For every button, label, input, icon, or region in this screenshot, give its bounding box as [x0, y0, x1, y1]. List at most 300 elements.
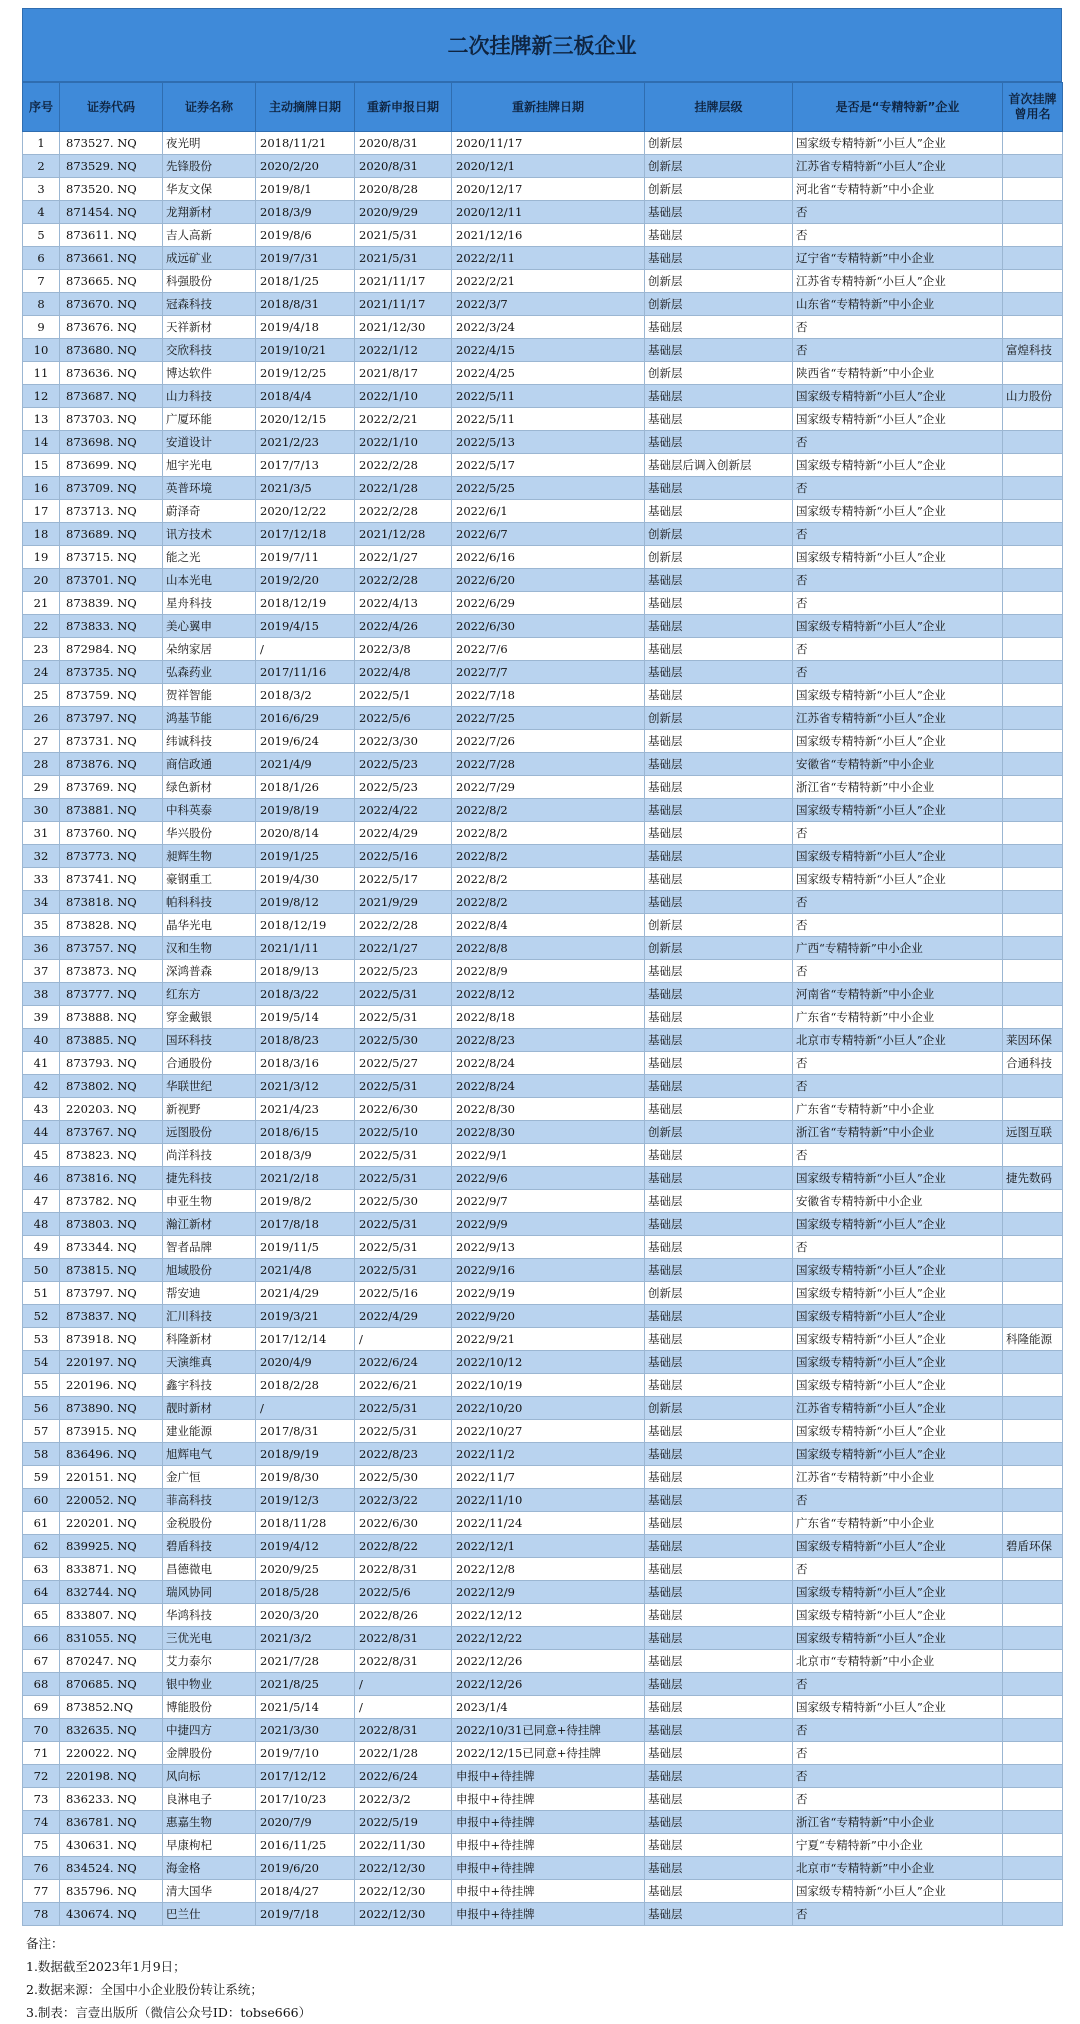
- cell-reapply-date[interactable]: 2022/3/22: [355, 1489, 452, 1512]
- cell-reapply-date[interactable]: 2020/8/31: [355, 132, 452, 155]
- cell-tier[interactable]: 基础层: [645, 1719, 793, 1742]
- cell-former-name[interactable]: [1003, 1811, 1063, 1834]
- cell-code[interactable]: 873797. NQ: [60, 1282, 163, 1305]
- cell-tier[interactable]: 创新层: [645, 546, 793, 569]
- cell-former-name[interactable]: [1003, 1604, 1063, 1627]
- cell-name[interactable]: 合通股份: [163, 1052, 256, 1075]
- cell-name[interactable]: 三优光电: [163, 1627, 256, 1650]
- cell-code[interactable]: 430631. NQ: [60, 1834, 163, 1857]
- cell-reapply-date[interactable]: 2022/4/29: [355, 1305, 452, 1328]
- cell-former-name[interactable]: [1003, 408, 1063, 431]
- cell-name[interactable]: 中捷四方: [163, 1719, 256, 1742]
- cell-seq[interactable]: 52: [23, 1305, 60, 1328]
- cell-relist-date[interactable]: 2022/7/18: [452, 684, 645, 707]
- cell-code[interactable]: 873890. NQ: [60, 1397, 163, 1420]
- cell-code[interactable]: 873529. NQ: [60, 155, 163, 178]
- cell-relist-date[interactable]: 2022/6/16: [452, 546, 645, 569]
- cell-code[interactable]: 873767. NQ: [60, 1121, 163, 1144]
- cell-tier[interactable]: 基础层: [645, 1098, 793, 1121]
- cell-specialized[interactable]: 国家级专精特新“小巨人”企业: [793, 454, 1003, 477]
- cell-code[interactable]: 873873. NQ: [60, 960, 163, 983]
- cell-specialized[interactable]: 浙江省“专精特新”中小企业: [793, 1121, 1003, 1144]
- cell-tier[interactable]: 基础层: [645, 385, 793, 408]
- cell-former-name[interactable]: [1003, 454, 1063, 477]
- cell-reapply-date[interactable]: 2021/5/31: [355, 247, 452, 270]
- cell-code[interactable]: 831055. NQ: [60, 1627, 163, 1650]
- cell-specialized[interactable]: 否: [793, 1903, 1003, 1926]
- cell-delist-date[interactable]: 2019/7/11: [256, 546, 355, 569]
- cell-code[interactable]: 873885. NQ: [60, 1029, 163, 1052]
- cell-code[interactable]: 873803. NQ: [60, 1213, 163, 1236]
- cell-reapply-date[interactable]: 2022/8/31: [355, 1558, 452, 1581]
- cell-reapply-date[interactable]: 2022/12/30: [355, 1857, 452, 1880]
- cell-code[interactable]: 873735. NQ: [60, 661, 163, 684]
- cell-tier[interactable]: 基础层: [645, 1144, 793, 1167]
- cell-specialized[interactable]: 北京市专精特新“小巨人”企业: [793, 1029, 1003, 1052]
- cell-name[interactable]: 捷先科技: [163, 1167, 256, 1190]
- cell-name[interactable]: 讯方技术: [163, 523, 256, 546]
- cell-name[interactable]: 天演维真: [163, 1351, 256, 1374]
- cell-name[interactable]: 申亚生物: [163, 1190, 256, 1213]
- cell-code[interactable]: 873773. NQ: [60, 845, 163, 868]
- cell-seq[interactable]: 15: [23, 454, 60, 477]
- cell-name[interactable]: 良淋电子: [163, 1788, 256, 1811]
- cell-delist-date[interactable]: /: [256, 638, 355, 661]
- cell-relist-date[interactable]: 2022/8/4: [452, 914, 645, 937]
- cell-seq[interactable]: 9: [23, 316, 60, 339]
- cell-tier[interactable]: 基础层: [645, 776, 793, 799]
- cell-former-name[interactable]: [1003, 362, 1063, 385]
- cell-relist-date[interactable]: 2022/9/19: [452, 1282, 645, 1305]
- cell-seq[interactable]: 45: [23, 1144, 60, 1167]
- cell-specialized[interactable]: 国家级专精特新“小巨人”企业: [793, 1351, 1003, 1374]
- cell-delist-date[interactable]: 2017/8/18: [256, 1213, 355, 1236]
- cell-delist-date[interactable]: 2016/11/25: [256, 1834, 355, 1857]
- cell-seq[interactable]: 27: [23, 730, 60, 753]
- cell-tier[interactable]: 基础层: [645, 1857, 793, 1880]
- cell-specialized[interactable]: 北京市“专精特新”中小企业: [793, 1857, 1003, 1880]
- cell-seq[interactable]: 48: [23, 1213, 60, 1236]
- cell-delist-date[interactable]: 2019/1/25: [256, 845, 355, 868]
- cell-former-name[interactable]: [1003, 132, 1063, 155]
- cell-former-name[interactable]: [1003, 707, 1063, 730]
- cell-reapply-date[interactable]: 2022/1/10: [355, 385, 452, 408]
- cell-reapply-date[interactable]: 2021/9/29: [355, 891, 452, 914]
- cell-relist-date[interactable]: 2022/8/30: [452, 1098, 645, 1121]
- cell-delist-date[interactable]: 2020/12/22: [256, 500, 355, 523]
- cell-seq[interactable]: 43: [23, 1098, 60, 1121]
- cell-relist-date[interactable]: 2022/5/17: [452, 454, 645, 477]
- cell-tier[interactable]: 创新层: [645, 1397, 793, 1420]
- cell-code[interactable]: 873661. NQ: [60, 247, 163, 270]
- cell-name[interactable]: 帕科科技: [163, 891, 256, 914]
- cell-specialized[interactable]: 国家级专精特新“小巨人”企业: [793, 1604, 1003, 1627]
- cell-specialized[interactable]: 北京市“专精特新”中小企业: [793, 1650, 1003, 1673]
- cell-specialized[interactable]: 江苏省专精特新“小巨人”企业: [793, 270, 1003, 293]
- cell-relist-date[interactable]: 2022/12/15已同意+待挂牌: [452, 1742, 645, 1765]
- cell-name[interactable]: 晶华光电: [163, 914, 256, 937]
- cell-code[interactable]: 220052. NQ: [60, 1489, 163, 1512]
- cell-reapply-date[interactable]: 2022/5/30: [355, 1466, 452, 1489]
- cell-specialized[interactable]: 否: [793, 1236, 1003, 1259]
- cell-specialized[interactable]: 浙江省“专精特新”中小企业: [793, 1811, 1003, 1834]
- cell-code[interactable]: 833871. NQ: [60, 1558, 163, 1581]
- cell-reapply-date[interactable]: 2021/12/28: [355, 523, 452, 546]
- cell-name[interactable]: 天祥新材: [163, 316, 256, 339]
- cell-tier[interactable]: 基础层: [645, 799, 793, 822]
- cell-relist-date[interactable]: 2022/12/8: [452, 1558, 645, 1581]
- cell-delist-date[interactable]: 2021/3/5: [256, 477, 355, 500]
- cell-code[interactable]: 873769. NQ: [60, 776, 163, 799]
- cell-name[interactable]: 夜光明: [163, 132, 256, 155]
- cell-reapply-date[interactable]: 2022/5/27: [355, 1052, 452, 1075]
- cell-former-name[interactable]: [1003, 638, 1063, 661]
- cell-delist-date[interactable]: 2020/2/20: [256, 155, 355, 178]
- cell-tier[interactable]: 基础层: [645, 615, 793, 638]
- cell-tier[interactable]: 创新层: [645, 178, 793, 201]
- cell-relist-date[interactable]: 2022/7/29: [452, 776, 645, 799]
- cell-relist-date[interactable]: 2022/9/21: [452, 1328, 645, 1351]
- cell-tier[interactable]: 基础层: [645, 1880, 793, 1903]
- cell-reapply-date[interactable]: 2022/8/31: [355, 1627, 452, 1650]
- cell-former-name[interactable]: [1003, 178, 1063, 201]
- cell-code[interactable]: 220197. NQ: [60, 1351, 163, 1374]
- cell-delist-date[interactable]: 2017/8/31: [256, 1420, 355, 1443]
- cell-name[interactable]: 交欣科技: [163, 339, 256, 362]
- cell-tier[interactable]: 基础层: [645, 891, 793, 914]
- cell-tier[interactable]: 创新层: [645, 362, 793, 385]
- cell-name[interactable]: 中科英泰: [163, 799, 256, 822]
- cell-name[interactable]: 商信政通: [163, 753, 256, 776]
- cell-name[interactable]: 瑞风协同: [163, 1581, 256, 1604]
- cell-reapply-date[interactable]: 2022/3/2: [355, 1788, 452, 1811]
- cell-delist-date[interactable]: 2019/3/21: [256, 1305, 355, 1328]
- cell-former-name[interactable]: [1003, 293, 1063, 316]
- cell-relist-date[interactable]: 2022/8/24: [452, 1052, 645, 1075]
- cell-reapply-date[interactable]: 2022/2/21: [355, 408, 452, 431]
- cell-name[interactable]: 昌德微电: [163, 1558, 256, 1581]
- cell-seq[interactable]: 20: [23, 569, 60, 592]
- cell-tier[interactable]: 基础层: [645, 247, 793, 270]
- cell-specialized[interactable]: 国家级专精特新“小巨人”企业: [793, 546, 1003, 569]
- cell-code[interactable]: 873797. NQ: [60, 707, 163, 730]
- cell-relist-date[interactable]: 2022/12/12: [452, 1604, 645, 1627]
- cell-reapply-date[interactable]: 2022/4/13: [355, 592, 452, 615]
- cell-name[interactable]: 鑫宇科技: [163, 1374, 256, 1397]
- cell-former-name[interactable]: [1003, 1443, 1063, 1466]
- cell-tier[interactable]: 创新层: [645, 1121, 793, 1144]
- cell-tier[interactable]: 基础层: [645, 1903, 793, 1926]
- cell-reapply-date[interactable]: 2022/5/17: [355, 868, 452, 891]
- cell-relist-date[interactable]: 2022/6/1: [452, 500, 645, 523]
- cell-relist-date[interactable]: 2022/9/1: [452, 1144, 645, 1167]
- cell-specialized[interactable]: 国家级专精特新“小巨人”企业: [793, 1581, 1003, 1604]
- cell-reapply-date[interactable]: 2022/1/27: [355, 546, 452, 569]
- cell-delist-date[interactable]: 2019/8/12: [256, 891, 355, 914]
- cell-specialized[interactable]: 否: [793, 1719, 1003, 1742]
- cell-seq[interactable]: 65: [23, 1604, 60, 1627]
- cell-seq[interactable]: 67: [23, 1650, 60, 1673]
- cell-relist-date[interactable]: 2022/10/20: [452, 1397, 645, 1420]
- cell-former-name[interactable]: [1003, 592, 1063, 615]
- cell-name[interactable]: 朵纳家居: [163, 638, 256, 661]
- cell-former-name[interactable]: [1003, 247, 1063, 270]
- cell-reapply-date[interactable]: 2022/5/31: [355, 1213, 452, 1236]
- cell-reapply-date[interactable]: 2022/5/10: [355, 1121, 452, 1144]
- cell-specialized[interactable]: 国家级专精特新“小巨人”企业: [793, 730, 1003, 753]
- cell-tier[interactable]: 基础层: [645, 684, 793, 707]
- cell-delist-date[interactable]: 2019/8/30: [256, 1466, 355, 1489]
- cell-delist-date[interactable]: 2021/4/29: [256, 1282, 355, 1305]
- cell-reapply-date[interactable]: 2022/6/30: [355, 1512, 452, 1535]
- cell-relist-date[interactable]: 2022/8/2: [452, 891, 645, 914]
- cell-code[interactable]: 220022. NQ: [60, 1742, 163, 1765]
- cell-code[interactable]: 873636. NQ: [60, 362, 163, 385]
- cell-relist-date[interactable]: 2023/1/4: [452, 1696, 645, 1719]
- cell-seq[interactable]: 26: [23, 707, 60, 730]
- cell-relist-date[interactable]: 2022/6/20: [452, 569, 645, 592]
- cell-reapply-date[interactable]: 2022/5/31: [355, 1420, 452, 1443]
- cell-delist-date[interactable]: 2018/4/27: [256, 1880, 355, 1903]
- cell-tier[interactable]: 基础层: [645, 1489, 793, 1512]
- cell-relist-date[interactable]: 2022/8/2: [452, 799, 645, 822]
- cell-tier[interactable]: 基础层: [645, 224, 793, 247]
- cell-name[interactable]: 金牌股份: [163, 1742, 256, 1765]
- cell-code[interactable]: 873676. NQ: [60, 316, 163, 339]
- cell-tier[interactable]: 基础层: [645, 1696, 793, 1719]
- cell-specialized[interactable]: 否: [793, 201, 1003, 224]
- cell-seq[interactable]: 8: [23, 293, 60, 316]
- cell-seq[interactable]: 60: [23, 1489, 60, 1512]
- cell-code[interactable]: 836496. NQ: [60, 1443, 163, 1466]
- cell-seq[interactable]: 1: [23, 132, 60, 155]
- cell-reapply-date[interactable]: 2022/4/26: [355, 615, 452, 638]
- cell-code[interactable]: 873782. NQ: [60, 1190, 163, 1213]
- cell-name[interactable]: 红东方: [163, 983, 256, 1006]
- cell-tier[interactable]: 基础层: [645, 1167, 793, 1190]
- cell-specialized[interactable]: 否: [793, 1558, 1003, 1581]
- cell-code[interactable]: 430674. NQ: [60, 1903, 163, 1926]
- cell-seq[interactable]: 54: [23, 1351, 60, 1374]
- cell-reapply-date[interactable]: 2022/5/30: [355, 1029, 452, 1052]
- cell-specialized[interactable]: 国家级专精特新“小巨人”企业: [793, 1374, 1003, 1397]
- cell-relist-date[interactable]: 2022/8/8: [452, 937, 645, 960]
- cell-name[interactable]: 汉和生物: [163, 937, 256, 960]
- cell-seq[interactable]: 17: [23, 500, 60, 523]
- cell-tier[interactable]: 基础层: [645, 1673, 793, 1696]
- cell-code[interactable]: 220203. NQ: [60, 1098, 163, 1121]
- cell-seq[interactable]: 77: [23, 1880, 60, 1903]
- cell-former-name[interactable]: [1003, 1719, 1063, 1742]
- cell-former-name[interactable]: [1003, 661, 1063, 684]
- cell-delist-date[interactable]: 2019/4/15: [256, 615, 355, 638]
- cell-relist-date[interactable]: 2022/9/16: [452, 1259, 645, 1282]
- cell-code[interactable]: 835796. NQ: [60, 1880, 163, 1903]
- cell-specialized[interactable]: 否: [793, 822, 1003, 845]
- cell-relist-date[interactable]: 2022/4/25: [452, 362, 645, 385]
- cell-reapply-date[interactable]: 2021/5/31: [355, 224, 452, 247]
- cell-former-name[interactable]: [1003, 1558, 1063, 1581]
- cell-reapply-date[interactable]: 2022/5/31: [355, 1236, 452, 1259]
- cell-specialized[interactable]: 否: [793, 1075, 1003, 1098]
- cell-reapply-date[interactable]: 2021/12/30: [355, 316, 452, 339]
- cell-delist-date[interactable]: 2021/4/8: [256, 1259, 355, 1282]
- cell-former-name[interactable]: [1003, 155, 1063, 178]
- cell-former-name[interactable]: [1003, 1788, 1063, 1811]
- cell-relist-date[interactable]: 2022/11/24: [452, 1512, 645, 1535]
- cell-name[interactable]: 英普环境: [163, 477, 256, 500]
- cell-name[interactable]: 蔚泽奇: [163, 500, 256, 523]
- cell-specialized[interactable]: 否: [793, 960, 1003, 983]
- cell-relist-date[interactable]: 2022/10/27: [452, 1420, 645, 1443]
- cell-seq[interactable]: 30: [23, 799, 60, 822]
- cell-specialized[interactable]: 否: [793, 1144, 1003, 1167]
- cell-former-name[interactable]: [1003, 316, 1063, 339]
- cell-former-name[interactable]: 合通科技: [1003, 1052, 1063, 1075]
- cell-relist-date[interactable]: 2022/12/1: [452, 1535, 645, 1558]
- cell-delist-date[interactable]: 2018/8/31: [256, 293, 355, 316]
- cell-name[interactable]: 科强股份: [163, 270, 256, 293]
- cell-code[interactable]: 873670. NQ: [60, 293, 163, 316]
- cell-name[interactable]: 早康枸杞: [163, 1834, 256, 1857]
- cell-former-name[interactable]: 富煌科技: [1003, 339, 1063, 362]
- cell-reapply-date[interactable]: 2022/8/31: [355, 1719, 452, 1742]
- cell-relist-date[interactable]: 2022/5/25: [452, 477, 645, 500]
- cell-code[interactable]: 873699. NQ: [60, 454, 163, 477]
- cell-seq[interactable]: 46: [23, 1167, 60, 1190]
- cell-former-name[interactable]: [1003, 1696, 1063, 1719]
- cell-seq[interactable]: 49: [23, 1236, 60, 1259]
- cell-name[interactable]: 科隆新材: [163, 1328, 256, 1351]
- cell-former-name[interactable]: [1003, 983, 1063, 1006]
- cell-seq[interactable]: 38: [23, 983, 60, 1006]
- cell-delist-date[interactable]: 2021/8/25: [256, 1673, 355, 1696]
- cell-specialized[interactable]: 国家级专精特新“小巨人”企业: [793, 1535, 1003, 1558]
- cell-relist-date[interactable]: 2022/11/10: [452, 1489, 645, 1512]
- cell-former-name[interactable]: [1003, 431, 1063, 454]
- cell-reapply-date[interactable]: 2022/1/12: [355, 339, 452, 362]
- cell-name[interactable]: 金广恒: [163, 1466, 256, 1489]
- cell-delist-date[interactable]: /: [256, 1397, 355, 1420]
- cell-seq[interactable]: 50: [23, 1259, 60, 1282]
- cell-code[interactable]: 873741. NQ: [60, 868, 163, 891]
- cell-code[interactable]: 873701. NQ: [60, 569, 163, 592]
- cell-tier[interactable]: 创新层: [645, 293, 793, 316]
- cell-reapply-date[interactable]: 2022/5/30: [355, 1190, 452, 1213]
- cell-delist-date[interactable]: 2021/3/2: [256, 1627, 355, 1650]
- cell-former-name[interactable]: [1003, 1489, 1063, 1512]
- cell-tier[interactable]: 基础层: [645, 1420, 793, 1443]
- cell-tier[interactable]: 基础层: [645, 1765, 793, 1788]
- cell-seq[interactable]: 35: [23, 914, 60, 937]
- cell-seq[interactable]: 47: [23, 1190, 60, 1213]
- cell-specialized[interactable]: 否: [793, 914, 1003, 937]
- cell-name[interactable]: 旭域股份: [163, 1259, 256, 1282]
- cell-delist-date[interactable]: 2018/8/23: [256, 1029, 355, 1052]
- cell-relist-date[interactable]: 申报中+待挂牌: [452, 1834, 645, 1857]
- cell-former-name[interactable]: [1003, 1512, 1063, 1535]
- cell-seq[interactable]: 39: [23, 1006, 60, 1029]
- cell-former-name[interactable]: [1003, 546, 1063, 569]
- cell-specialized[interactable]: 否: [793, 431, 1003, 454]
- cell-name[interactable]: 龙翔新材: [163, 201, 256, 224]
- cell-code[interactable]: 873698. NQ: [60, 431, 163, 454]
- cell-delist-date[interactable]: 2018/11/21: [256, 132, 355, 155]
- cell-relist-date[interactable]: 2022/7/28: [452, 753, 645, 776]
- cell-specialized[interactable]: 国家级专精特新“小巨人”企业: [793, 1259, 1003, 1282]
- cell-name[interactable]: 贺祥智能: [163, 684, 256, 707]
- cell-reapply-date[interactable]: 2022/4/22: [355, 799, 452, 822]
- cell-former-name[interactable]: [1003, 1259, 1063, 1282]
- cell-specialized[interactable]: 国家级专精特新“小巨人”企业: [793, 1420, 1003, 1443]
- cell-seq[interactable]: 63: [23, 1558, 60, 1581]
- cell-former-name[interactable]: [1003, 845, 1063, 868]
- cell-specialized[interactable]: 浙江省“专精特新”中小企业: [793, 776, 1003, 799]
- cell-delist-date[interactable]: 2021/2/18: [256, 1167, 355, 1190]
- cell-seq[interactable]: 40: [23, 1029, 60, 1052]
- cell-specialized[interactable]: 国家级专精特新“小巨人”企业: [793, 1282, 1003, 1305]
- cell-tier[interactable]: 基础层: [645, 1535, 793, 1558]
- cell-seq[interactable]: 22: [23, 615, 60, 638]
- cell-name[interactable]: 昶辉生物: [163, 845, 256, 868]
- cell-tier[interactable]: 基础层: [645, 1742, 793, 1765]
- cell-former-name[interactable]: [1003, 730, 1063, 753]
- cell-name[interactable]: 风向标: [163, 1765, 256, 1788]
- cell-code[interactable]: 873709. NQ: [60, 477, 163, 500]
- cell-relist-date[interactable]: 2022/7/6: [452, 638, 645, 661]
- cell-reapply-date[interactable]: 2022/3/30: [355, 730, 452, 753]
- cell-specialized[interactable]: 广东省“专精特新”中小企业: [793, 1098, 1003, 1121]
- cell-relist-date[interactable]: 2022/7/7: [452, 661, 645, 684]
- cell-delist-date[interactable]: 2021/1/11: [256, 937, 355, 960]
- cell-seq[interactable]: 7: [23, 270, 60, 293]
- cell-code[interactable]: 873731. NQ: [60, 730, 163, 753]
- cell-tier[interactable]: 基础层: [645, 408, 793, 431]
- cell-code[interactable]: 873665. NQ: [60, 270, 163, 293]
- cell-former-name[interactable]: [1003, 523, 1063, 546]
- cell-delist-date[interactable]: 2019/2/20: [256, 569, 355, 592]
- cell-seq[interactable]: 53: [23, 1328, 60, 1351]
- cell-specialized[interactable]: 国家级专精特新“小巨人”企业: [793, 1880, 1003, 1903]
- cell-specialized[interactable]: 否: [793, 1765, 1003, 1788]
- cell-seq[interactable]: 61: [23, 1512, 60, 1535]
- cell-relist-date[interactable]: 2022/2/21: [452, 270, 645, 293]
- cell-delist-date[interactable]: 2018/11/28: [256, 1512, 355, 1535]
- cell-delist-date[interactable]: 2019/6/20: [256, 1857, 355, 1880]
- cell-name[interactable]: 建业能源: [163, 1420, 256, 1443]
- cell-code[interactable]: 873888. NQ: [60, 1006, 163, 1029]
- cell-code[interactable]: 873876. NQ: [60, 753, 163, 776]
- cell-code[interactable]: 873757. NQ: [60, 937, 163, 960]
- cell-relist-date[interactable]: 2022/9/6: [452, 1167, 645, 1190]
- cell-tier[interactable]: 基础层: [645, 1834, 793, 1857]
- cell-reapply-date[interactable]: 2022/2/28: [355, 500, 452, 523]
- cell-reapply-date[interactable]: 2022/5/1: [355, 684, 452, 707]
- cell-tier[interactable]: 基础层: [645, 1374, 793, 1397]
- cell-tier[interactable]: 基础层: [645, 1305, 793, 1328]
- cell-former-name[interactable]: [1003, 1006, 1063, 1029]
- cell-tier[interactable]: 基础层: [645, 1627, 793, 1650]
- cell-specialized[interactable]: 否: [793, 569, 1003, 592]
- cell-relist-date[interactable]: 2022/8/12: [452, 983, 645, 1006]
- cell-name[interactable]: 海金格: [163, 1857, 256, 1880]
- cell-tier[interactable]: 创新层: [645, 914, 793, 937]
- cell-seq[interactable]: 55: [23, 1374, 60, 1397]
- cell-seq[interactable]: 29: [23, 776, 60, 799]
- cell-former-name[interactable]: [1003, 822, 1063, 845]
- cell-relist-date[interactable]: 2022/7/26: [452, 730, 645, 753]
- cell-name[interactable]: 成远矿业: [163, 247, 256, 270]
